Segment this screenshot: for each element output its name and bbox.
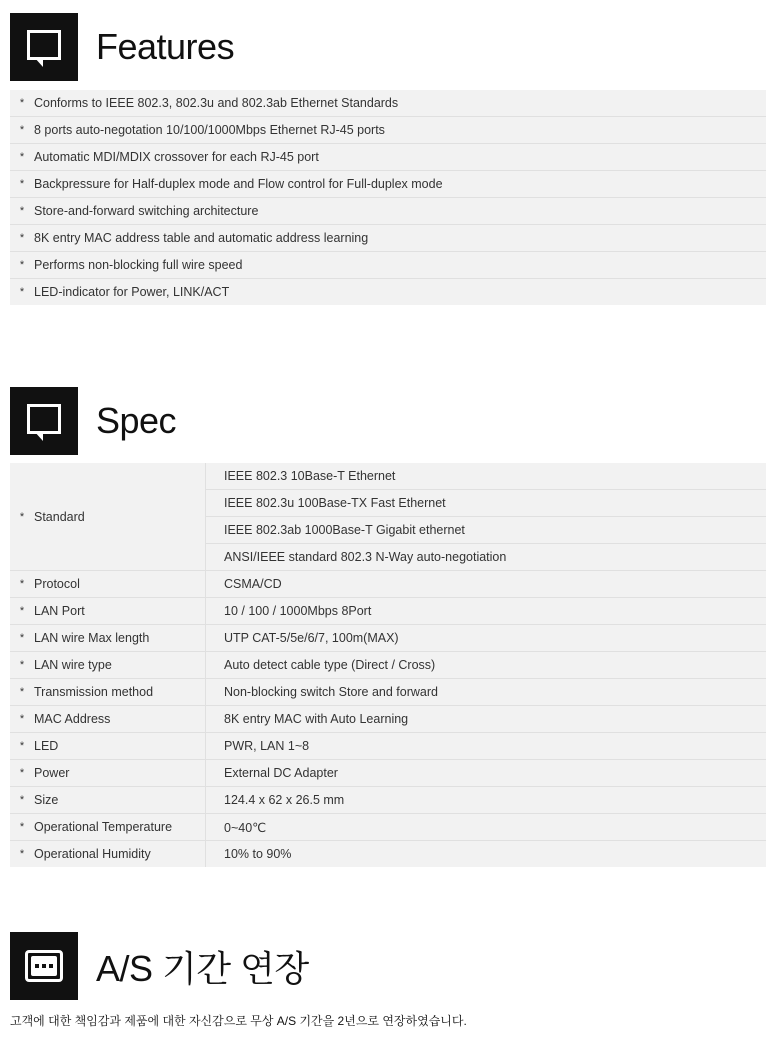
spec-label <box>10 571 206 597</box>
spec-label <box>10 463 206 570</box>
feature-text: 8 ports auto-negotation 10/100/1000Mbps Ethernet RJ-45 ports <box>34 123 385 137</box>
spec-label-text: Size <box>34 793 59 807</box>
spec-label <box>10 652 206 678</box>
spec-row <box>10 598 766 625</box>
speech-bubble-icon <box>10 13 78 81</box>
feature-text: Performs non-blocking full wire speed <box>34 258 243 272</box>
spec-label <box>10 760 206 786</box>
bullet-icon: * <box>19 178 25 190</box>
spec-label <box>10 814 206 840</box>
spec-label-text: LAN wire type <box>34 658 112 672</box>
bullet-icon: * <box>19 821 25 833</box>
bullet-icon: * <box>19 151 25 163</box>
bullet-icon: * <box>19 259 25 271</box>
spec-label-text: Protocol <box>34 577 80 591</box>
feature-text: 8K entry MAC address table and automatic address learning <box>34 231 369 245</box>
spec-label <box>10 841 206 867</box>
spec-value: IEEE 802.3 10Base-T Ethernet <box>206 463 766 490</box>
spec-label-text: Power <box>34 766 70 780</box>
spec-value: ANSI/IEEE standard 802.3 N-Way auto-negotiation <box>224 550 507 564</box>
bullet-icon: * <box>19 232 25 244</box>
feature-item <box>10 90 766 117</box>
feature-text: Automatic MDI/MDIX crossover for each RJ-45 port <box>34 150 319 164</box>
spec-row <box>10 814 766 841</box>
bullet-icon: * <box>19 713 25 725</box>
feature-item <box>10 198 766 225</box>
spec-header <box>10 387 176 455</box>
bullet-icon: * <box>19 578 25 590</box>
spec-table <box>10 463 766 867</box>
feature-item <box>10 117 766 144</box>
spec-value: 0~40℃ <box>224 820 267 835</box>
spec-value: Non-blocking switch Store and forward <box>224 685 438 699</box>
spec-row <box>10 760 766 787</box>
feature-text: Backpressure for Half-duplex mode and Flow control for Full-duplex mode <box>34 177 443 191</box>
as-description: 고객에 대한 책임감과 제품에 대한 자신감으로 무상 A/S 기간을 2년으로 연장하였습니다. <box>10 1014 467 1028</box>
spec-value: Auto detect cable type (Direct / Cross) <box>224 658 436 672</box>
bullet-icon: * <box>19 740 25 752</box>
bullet-icon: * <box>19 767 25 779</box>
spec-title: Spec <box>96 400 177 441</box>
spec-label <box>10 679 206 705</box>
feature-item <box>10 225 766 252</box>
bullet-icon: * <box>19 510 25 523</box>
feature-text: Conforms to IEEE 802.3, 802.3u and 802.3ab Ethernet Standards <box>34 96 399 110</box>
bullet-icon: * <box>19 286 25 298</box>
spec-value: External DC Adapter <box>224 766 338 780</box>
bullet-icon: * <box>19 794 25 806</box>
feature-item <box>10 144 766 171</box>
spec-label-text: LED <box>34 739 59 753</box>
spec-row <box>10 571 766 598</box>
features-title: Features <box>96 26 235 67</box>
spec-label <box>10 787 206 813</box>
features-list <box>10 90 766 305</box>
as-header <box>10 932 309 1000</box>
spec-row <box>10 787 766 814</box>
bullet-icon: * <box>19 659 25 671</box>
spec-label <box>10 733 206 759</box>
feature-text: LED-indicator for Power, LINK/ACT <box>34 285 230 299</box>
spec-label-text: LAN wire Max length <box>34 631 150 645</box>
feature-item <box>10 279 766 305</box>
spec-label-text: Standard <box>34 509 85 524</box>
spec-value: IEEE 802.3u 100Base-TX Fast Ethernet <box>206 490 766 517</box>
feature-item <box>10 252 766 279</box>
spec-value: UTP CAT-5/5e/6/7, 100m(MAX) <box>224 631 399 645</box>
spec-label <box>10 625 206 651</box>
bullet-icon: * <box>19 605 25 617</box>
spec-row <box>10 679 766 706</box>
spec-label-text: MAC Address <box>34 712 111 726</box>
bullet-icon: * <box>19 848 25 860</box>
bullet-icon: * <box>19 124 25 136</box>
bullet-icon: * <box>19 632 25 644</box>
spec-row <box>10 706 766 733</box>
spec-row <box>10 652 766 679</box>
spec-row <box>10 841 766 867</box>
spec-value: 124.4 x 62 x 26.5 mm <box>224 793 345 807</box>
bullet-icon: * <box>19 97 25 109</box>
spec-label-text: Transmission method <box>34 685 154 699</box>
spec-value: PWR, LAN 1~8 <box>224 739 310 753</box>
spec-value: IEEE 802.3ab 1000Base-T Gigabit ethernet <box>206 517 766 544</box>
spec-label <box>10 598 206 624</box>
spec-row <box>10 625 766 652</box>
features-header <box>10 13 234 81</box>
as-title: A/S 기간 연장 <box>96 947 309 989</box>
spec-label <box>10 706 206 732</box>
speech-bubble-icon <box>10 387 78 455</box>
spec-label-text: Operational Temperature <box>34 820 173 834</box>
spec-value: CSMA/CD <box>224 577 282 591</box>
spec-value: 10% to 90% <box>224 847 292 861</box>
bullet-icon: * <box>19 205 25 217</box>
spec-value: 10 / 100 / 1000Mbps 8Port <box>224 604 372 618</box>
spec-label-text: Operational Humidity <box>34 847 151 861</box>
monitor-icon <box>10 932 78 1000</box>
spec-value: 8K entry MAC with Auto Learning <box>224 712 409 726</box>
feature-item <box>10 171 766 198</box>
spec-row <box>10 463 766 571</box>
feature-text: Store-and-forward switching architecture <box>34 204 259 218</box>
spec-label-text: LAN Port <box>34 604 85 618</box>
bullet-icon: * <box>19 686 25 698</box>
spec-row <box>10 733 766 760</box>
